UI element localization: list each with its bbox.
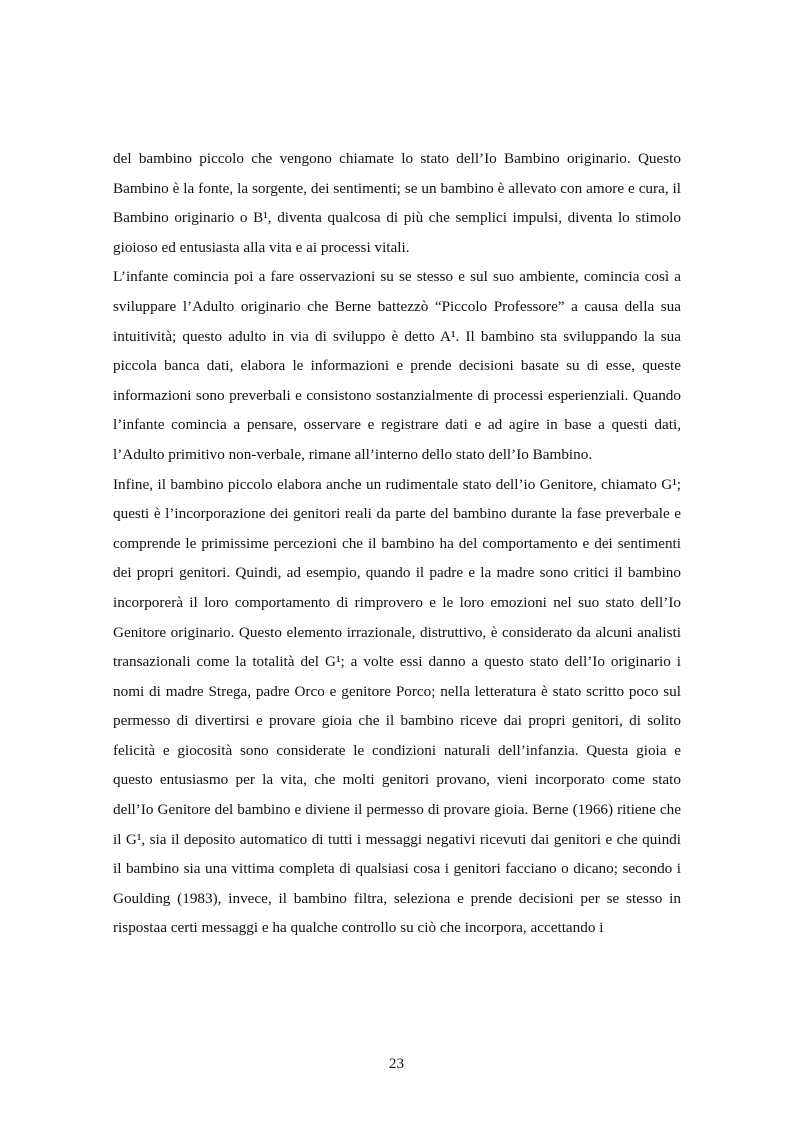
paragraph-2: L’infante comincia poi a fare osservazioni su se stesso e sul suo ambiente, comincia così a sviluppare l’Adulto originario che Berne battezzò “Piccolo Professore” a causa della sua intuitività; questo adulto in via di sviluppo è detto A¹. Il bambino sta sviluppando la sua piccola banca dati, elabora le informazioni e prende decisioni basate su di esse, queste informazioni sono preverbali e consistono sostanzialmente di processi esperienziali. Quando l’infante comincia a pensare, osservare e registrare dati e ad agire in base a questi dati, l’Adulto primitivo non-verbale, rimane all’interno dello stato dell’Io Bambino.	[113, 268, 681, 463]
paragraph-1: del bambino piccolo che vengono chiamate lo stato dell’Io Bambino originario. Questo Bambino è la fonte, la sorgente, dei sentimenti; se un bambino è allevato con amore e cura, il Bambino originario o B¹, diventa qualcosa di più che semplici impulsi, diventa lo stimolo gioioso ed entusiasta alla vita e ai processi vitali.	[113, 150, 681, 256]
page-number: 23	[388, 1055, 405, 1072]
page-body	[113, 144, 681, 943]
paragraph-3: Infine, il bambino piccolo elabora anche un rudimentale stato dell’io Genitore, chiamato G¹; questi è l’incorporazione dei genitori reali da parte del bambino durante la fase preverbale e comprende le primissime percezioni che il bambino ha del comportamento e dei sentimenti dei propri genitori. Quindi, ad esempio, quando il padre e la madre sono critici il bambino incorporerà il loro comportamento di rimprovero e le loro emozioni nel suo stato dell’Io Genitore originario. Questo elemento irrazionale, distruttivo, è considerato da alcuni analisti transazionali come la totalità del G¹; a volte essi danno a questo stato dell’Io originario i nomi di madre Strega, padre Orco e genitore Porco; nella letteratura è stato scritto poco sul permesso di divertirsi e provare gioia che il bambino riceve dai propri genitori, di solito felicità e giocosità sono considerate le condizioni naturali dell’infanzia. Questa gioia e questo entusiasmo per la vita, che molti genitori provano, vieni incorporato come stato dell’Io Genitore del bambino e diviene il permesso di provare gioia. Berne (1966) ritiene che il G¹, sia il deposito automatico di tutti i messaggi negativi ricevuti dai genitori e che quindi il bambino sia una vittima completa di qualsiasi cosa i genitori facciano o dicano; secondo i Goulding (1983), invece, il bambino filtra, seleziona e prende decisioni per se stesso in rispostaa certi messaggi e ha qualche controllo su ciò che incorpora, accettando i	[113, 475, 681, 937]
